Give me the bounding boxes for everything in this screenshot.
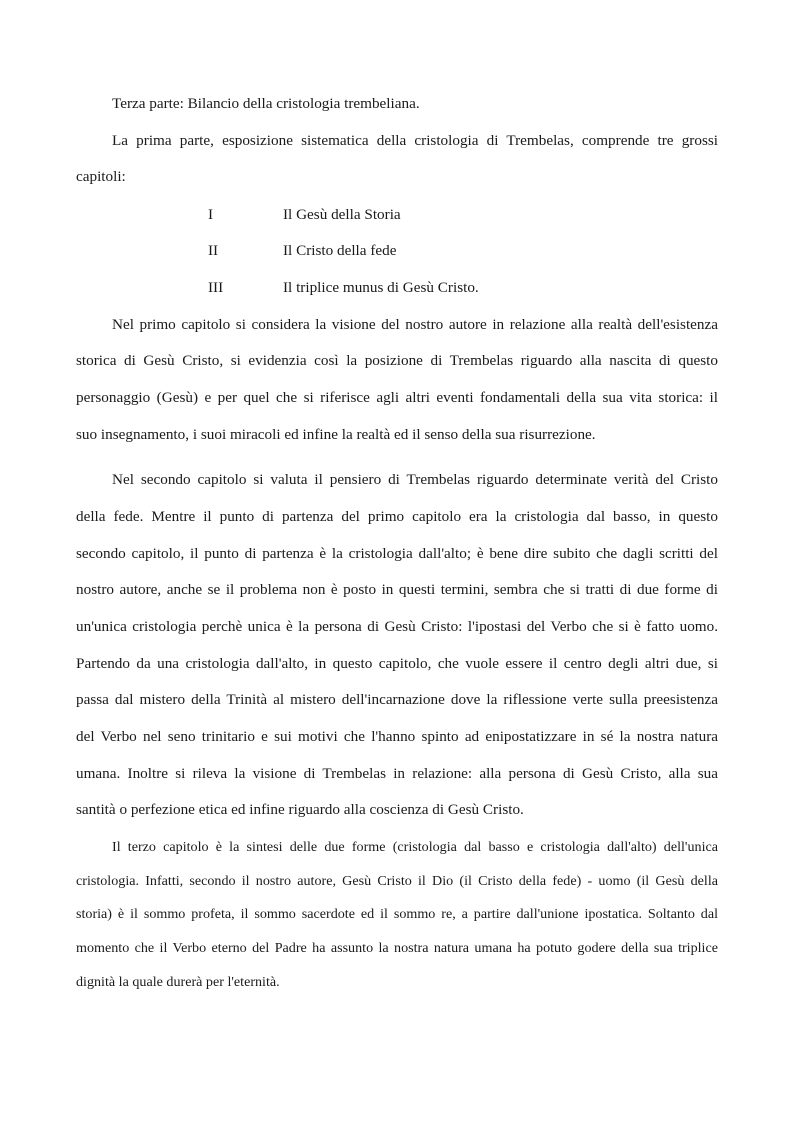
chapter-title: Il Cristo della fede — [283, 242, 397, 259]
paragraph-line: secondo capitolo, il punto di partenza è la cristologia dall'alto; è bene dire subito che dagli scritti del — [76, 545, 718, 562]
paragraph-line: Il terzo capitolo è la sintesi delle due forme (cristologia dal basso e cristologia dall'alto) dell'unica — [112, 839, 718, 855]
paragraph-line: suo insegnamento, i suoi miracoli ed infine la realtà ed il senso della sua risurrezione. — [76, 426, 596, 443]
paragraph-line: storica di Gesù Cristo, si evidenzia così la posizione di Trembelas riguardo alla nascita di questo — [76, 352, 718, 369]
paragraph-line: dignità la quale durerà per l'eternità. — [76, 974, 280, 990]
paragraph-line: santità o perfezione etica ed infine riguardo alla coscienza di Gesù Cristo. — [76, 801, 524, 818]
paragraph-line: momento che il Verbo eterno del Padre ha assunto la nostra natura umana ha potuto godere della sua triplice — [76, 940, 718, 956]
chapter-title: Il triplice munus di Gesù Cristo. — [283, 279, 479, 296]
paragraph-line: Nel secondo capitolo si valuta il pensiero di Trembelas riguardo determinate verità del Cristo — [112, 471, 718, 488]
paragraph-line: nostro autore, anche se il problema non è posto in questi termini, sembra che si tratti di due forme di — [76, 581, 718, 598]
paragraph-line: un'unica cristologia perchè unica è la persona di Gesù Cristo: l'ipostasi del Verbo che si è fatto uomo. — [76, 618, 718, 635]
paragraph-line: passa dal mistero della Trinità al mistero dell'incarnazione dove la riflessione verte sulla preesistenza — [76, 691, 718, 708]
paragraph-line: della fede. Mentre il punto di partenza del primo capitolo era la cristologia dal basso, in questo — [76, 508, 718, 525]
chapter-number: II — [208, 242, 219, 259]
chapter-title: Il Gesù della Storia — [283, 206, 401, 223]
paragraph-line: storia) è il sommo profeta, il sommo sacerdote ed il sommo re, a partire dall'unione ipostatica. Soltanto dal — [76, 906, 718, 922]
paragraph-line: Partendo da una cristologia dall'alto, in questo capitolo, che vuole essere il centro degli altri due, si — [76, 655, 718, 672]
paragraph-line: cristologia. Infatti, secondo il nostro autore, Gesù Cristo il Dio (il Cristo della fede) - uomo (il Gesù della — [76, 873, 718, 889]
paragraph-line: umana. Inoltre si rileva la visione di Trembelas in relazione: alla persona di Gesù Cristo, alla sua — [76, 765, 718, 782]
chapter-number: III — [208, 279, 224, 296]
section-heading: Terza parte: Bilancio della cristologia trembeliana. — [112, 95, 420, 112]
paragraph-line: personaggio (Gesù) e per quel che si riferisce agli altri eventi fondamentali della sua vita storica: il — [76, 389, 718, 406]
intro-line-2: capitoli: — [76, 168, 126, 185]
paragraph-line: del Verbo nel seno trinitario e sui motivi che l'hanno spinto ad enipostatizzare in sé la nostra natura — [76, 728, 718, 745]
intro-line-1: La prima parte, esposizione sistematica della cristologia di Trembelas, comprende tre grossi — [112, 132, 718, 149]
paragraph-line: Nel primo capitolo si considera la visione del nostro autore in relazione alla realtà dell'esistenza — [112, 316, 718, 333]
chapter-number: I — [208, 206, 214, 223]
